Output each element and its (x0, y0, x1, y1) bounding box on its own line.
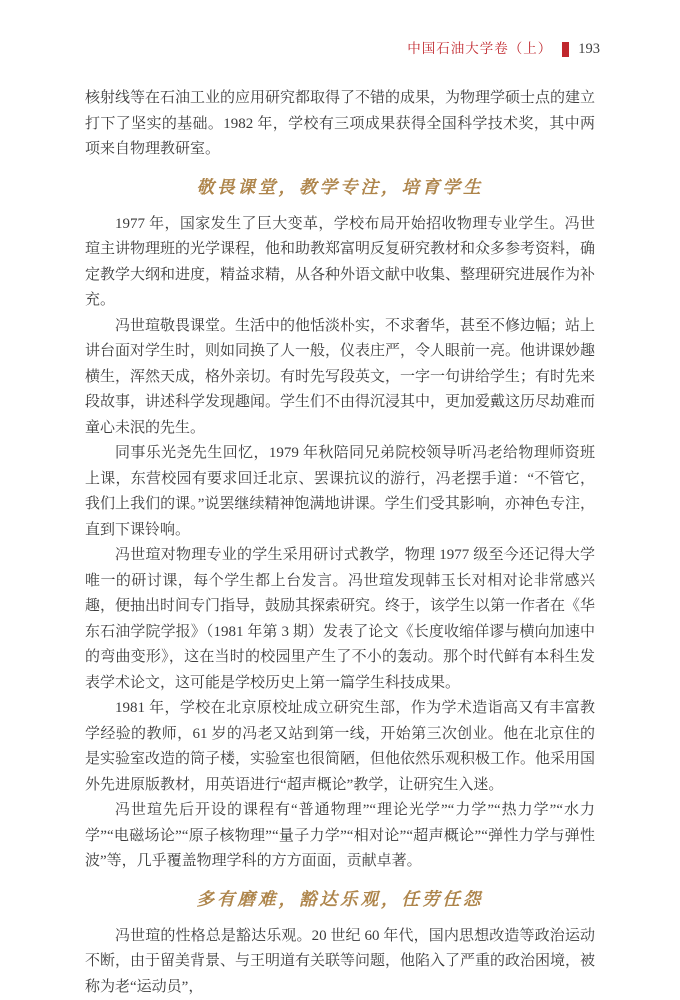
paragraph: 冯世瑄对物理专业的学生采用研讨式教学，物理 1977 级至今还记得大学唯一的研讨课，每个学生都上台发言。冯世瑄发现韩玉长对相对论非常感兴趣，便抽出时间专门指导，鼓励其探索研究。终于，该学生以第一作者在《华东石油学院学报》（1981 年第 3 期）发表了论文《长度收缩佯谬与横向加速中的弯曲变形》，这在当时的校园里产生了不小的轰动。那个时代鲜有本科生发表学术论文，这可能是学校历史上第一篇学生科技成果。 (85, 543, 595, 696)
paragraph: 冯世瑄敬畏课堂。生活中的他恬淡朴实，不求奢华，甚至不修边幅；站上讲台面对学生时，则如同换了人一般，仪表庄严，令人眼前一亮。他讲课妙趣横生，浑然天成，格外亲切。有时先写段英文，一字一句讲给学生；有时先来段故事，讲述科学发现趣闻。学生们不由得沉浸其中，更加爱戴这历尽劫难而童心未泯的先生。 (85, 314, 595, 442)
running-header (407, 40, 600, 58)
paragraph: 冯世瑄先后开设的课程有“普通物理”“理论光学”“力学”“热力学”“水力学”“电磁场论”“原子核物理”“量子力学”“相对论”“超声概论”“弹性力学与弹性波”等，几乎覆盖物理学科的方方面面，贡献卓著。 (85, 798, 595, 875)
running-head-title: 中国石油大学卷（上） (407, 40, 552, 58)
section-heading-teaching: 敬畏课堂，教学专注，培育学生 (85, 174, 595, 200)
paragraph: 1981 年，学校在北京原校址成立研究生部，作为学术造诣高又有丰富教学经验的教师，61 岁的冯老又站到第一线，开始第三次创业。他在北京住的是实验室改造的筒子楼，实验室也很简陋，但他依然乐观积极工作。他采用国外先进原版教材，用英语进行“超声概论”教学，让研究生入迷。 (85, 696, 595, 798)
section-heading-hardship: 多有磨难，豁达乐观，任劳任怨 (85, 886, 595, 912)
header-red-bar-icon (562, 42, 569, 57)
page-body (85, 86, 595, 1000)
paragraph: 同事乐光尧先生回忆，1979 年秋陪同兄弟院校领导听冯老给物理师资班上课，东营校园有要求回迁北京、罢课抗议的游行，冯老摆手道：“不管它，我们上我们的课。”说罢继续精神饱满地讲课。学生们受其影响，亦神色专注，直到下课铃响。 (85, 441, 595, 543)
paragraph-continuation: 核射线等在石油工业的应用研究都取得了不错的成果，为物理学硕士点的建立打下了坚实的基础。1982 年，学校有三项成果获得全国科学技术奖，其中两项来自物理教研室。 (85, 86, 595, 163)
page-number: 193 (578, 40, 600, 58)
paragraph: 1977 年，国家发生了巨大变革，学校布局开始招收物理专业学生。冯世瑄主讲物理班的光学课程，他和助教郑富明反复研究教材和众多参考资料，确定教学大纲和进度，精益求精，从各种外语文献中收集、整理研究进展作为补充。 (85, 212, 595, 314)
paragraph: 冯世瑄的性格总是豁达乐观。20 世纪 60 年代，国内思想改造等政治运动不断，由于留美背景、与王明道有关联等问题，他陷入了严重的政治困境，被称为老“运动员”， (85, 924, 595, 1000)
